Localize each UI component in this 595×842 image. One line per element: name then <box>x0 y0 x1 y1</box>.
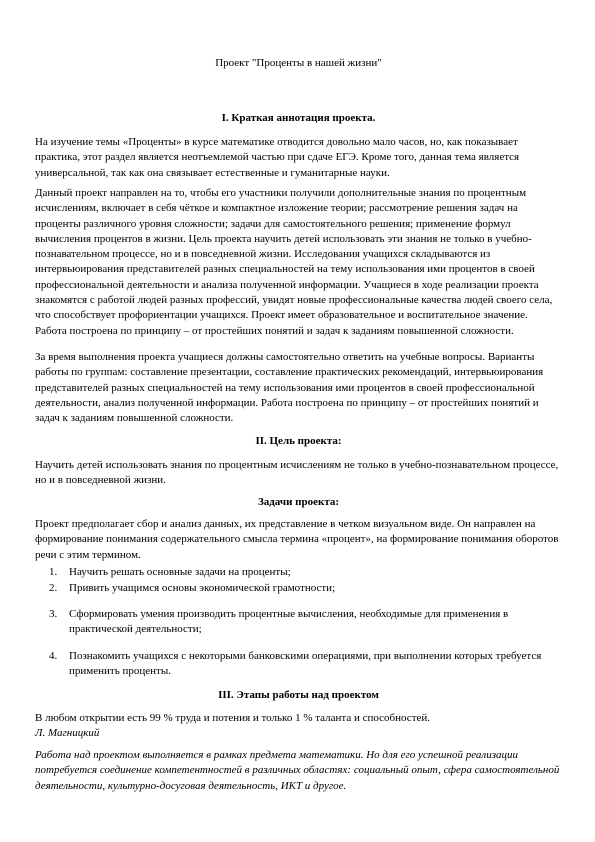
list-item <box>35 649 562 680</box>
section-3-paragraph: Работа над проектом выполняется в рамках предмета математики. Но для его успешной реализации потребуется соединение компетентностей в различных областях: социальный опыт, сфера самостоятельной деятельности, культурно-досуговая деятельность, ИКТ и другое. <box>35 749 560 792</box>
list-item <box>35 607 562 638</box>
section-1-paragraph-1: На изучение темы «Проценты» в курсе математике отводится довольно мало часов, но, как показывает практика, этот раздел является неотъемлемой частью при сдаче ЕГЭ. Кроме того, данная тема является универсальной, так как она связывает естественные и гуманитарные науки. <box>35 136 520 179</box>
section-1-paragraph-3: За время выполнения проекта учащиеся должны самостоятельно ответить на учебные вопросы. Варианты работы по группам: составление презентации, составление практических рекомендаций, интервьюирования представителей разных специальностей на тему использования ими процентов в своей профессиональной деятельности, анализ полученной информации. Работа построена по принципу – от простейших понятий и задач к заданиям повышенной сложности. <box>35 351 544 425</box>
list-item-number: 4. <box>49 650 58 663</box>
tasks-list <box>35 565 562 680</box>
epigraph-quote: В любом открытии есть 99 % труда и потения и только 1 % таланта и способностей. <box>35 712 431 724</box>
list-item-number: 1. <box>49 566 58 578</box>
list-item <box>35 565 562 580</box>
tasks-heading: Задачи проекта: <box>257 496 340 508</box>
list-item-number: 2. <box>49 582 58 595</box>
section-2-heading: II. Цель проекта: <box>255 435 342 447</box>
section-1-heading: I. Краткая аннотация проекта. <box>221 112 376 124</box>
list-item-text: Сформировать умения производить процентные вычисления, необходимые для применения в практической деятельности; <box>69 607 509 635</box>
document-title: Проект "Проценты в нашей жизни" <box>215 57 382 69</box>
list-item-number: 3. <box>49 607 58 620</box>
section-1-paragraph-2: Данный проект направлен на то, чтобы его участники получили дополнительные знания по процентным исчислениям, включает в себя чёткое и компактное изложение теории; рассмотрение решения задач на проценты различного уровня сложности; задачи для самостоятельного решения; применение формул вычисления процентов в жизни. Цель проекта научить детей использовать эти знания не только в учебно-познавательном процессе, но и в повседневной жизни. Исследования учащихся складываются из интервьюирования представителей разных специальностей на тему использования ими процентов в своей профессиональной деятельности и анализа полученной информации. Учащиеся в ходе реализации проекта знакомятся с работой людей разных профессий, увидят новые профессиональные качества людей своего села, что способствует профориентации учащихся. Проект имеет образовательное и воспитательное значение. Работа построена по принципу – от простейших понятий и задач к заданиям повышенной сложности. <box>35 187 553 337</box>
list-item-text: Привить учащимся основы экономической грамотности; <box>69 582 336 595</box>
section-2-paragraph: Научить детей использовать знания по процентным исчислениям не только в учебно-познавательном процессе, но и в повседневной жизни. <box>35 459 559 487</box>
list-item-text: Познакомить учащихся с некоторыми банковскими операциями, при выполнении которых требуется применить проценты. <box>69 650 542 678</box>
epigraph-author: Л. Магницкий <box>35 727 100 739</box>
list-item-text: Научить решать основные задачи на проценты; <box>69 566 291 578</box>
section-3-heading: III. Этапы работы над проектом <box>218 689 379 701</box>
tasks-intro: Проект предполагает сбор и анализ данных, их представление в четком визуальном виде. Он направлен на формирование понимания содержательного смысла термина «процент», на формирование понимания оборотов речи с этим термином. <box>35 518 559 561</box>
list-item <box>35 581 562 596</box>
